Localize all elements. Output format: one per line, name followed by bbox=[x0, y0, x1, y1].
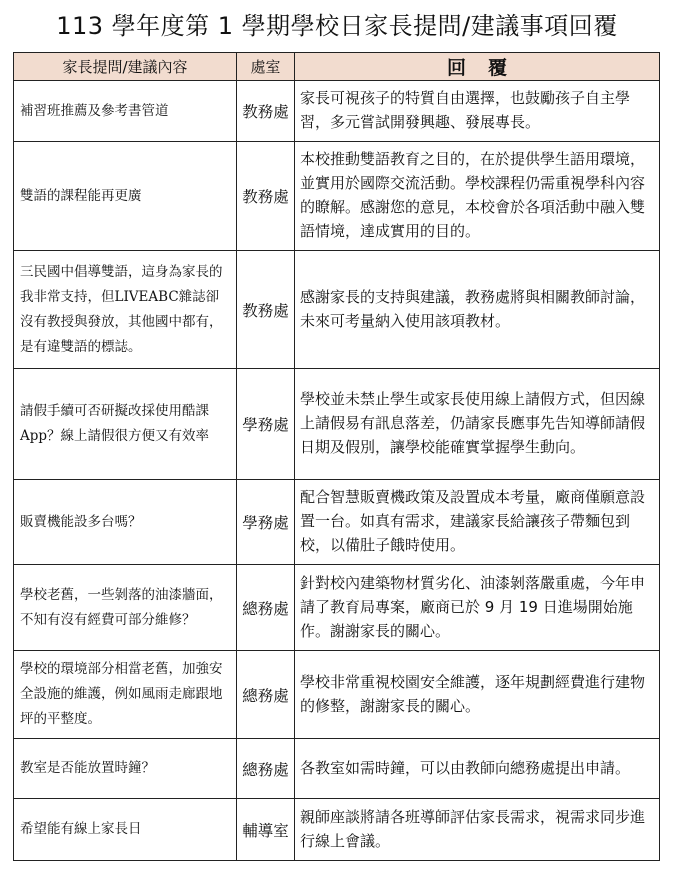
header-dept: 處室 bbox=[237, 53, 295, 81]
dept-cell: 教務處 bbox=[237, 251, 295, 369]
reply-cell: 配合智慧販賣機政策及設置成本考量，廠商僅願意設置一台。如真有需求，建議家長給讓孩子帶麵包到校，以備肚子餓時使用。 bbox=[295, 480, 660, 565]
question-cell: 學校老舊，一些剝落的油漆牆面，不知有沒有經費可部分維修？ bbox=[14, 565, 237, 651]
question-cell: 販賣機能設多台嗎？ bbox=[14, 480, 237, 565]
table-row bbox=[14, 739, 660, 799]
reply-cell: 各教室如需時鐘，可以由教師向總務處提出申請。 bbox=[295, 739, 660, 799]
question-cell: 補習班推薦及參考書管道 bbox=[14, 81, 237, 142]
reply-cell: 針對校內建築物材質劣化、油漆剝落嚴重處，今年申請了教育局專案，廠商已於 9 月 19 日進場開始施作。謝謝家長的關心。 bbox=[295, 565, 660, 651]
reply-cell: 感謝家長的支持與建議，教務處將與相關教師討論，未來可考量納入使用該項教材。 bbox=[295, 251, 660, 369]
dept-cell: 總務處 bbox=[237, 739, 295, 799]
reply-table bbox=[13, 52, 660, 861]
question-cell: 雙語的課程能再更廣 bbox=[14, 142, 237, 251]
question-cell: 希望能有線上家長日 bbox=[14, 799, 237, 861]
header-question: 家長提問/建議內容 bbox=[14, 53, 237, 81]
reply-cell: 親師座談將請各班導師評估家長需求，視需求同步進行線上會議。 bbox=[295, 799, 660, 861]
reply-cell: 本校推動雙語教育之目的，在於提供學生語用環境，並實用於國際交流活動。學校課程仍需重視學科內容的瞭解。感謝您的意見，本校會於各項活動中融入雙語情境，達成實用的目的。 bbox=[295, 142, 660, 251]
table-row bbox=[14, 651, 660, 739]
page-title: 113 學年度第 1 學期學校日家長提問/建議事項回覆 bbox=[56, 12, 618, 40]
table-header-row bbox=[14, 53, 660, 81]
reply-cell: 家長可視孩子的特質自由選擇，也鼓勵孩子自主學習，多元嘗試開發興趣、發展專長。 bbox=[295, 81, 660, 142]
question-cell: 學校的環境部分相當老舊，加強安全設施的維護，例如風雨走廊跟地坪的平整度。 bbox=[14, 651, 237, 739]
reply-cell: 學校非常重視校園安全維護，逐年規劃經費進行建物的修整，謝謝家長的關心。 bbox=[295, 651, 660, 739]
dept-cell: 教務處 bbox=[237, 142, 295, 251]
question-cell: 請假手續可否研擬改採使用酷課App？線上請假很方便又有效率 bbox=[14, 369, 237, 480]
dept-cell: 學務處 bbox=[237, 369, 295, 480]
dept-cell: 學務處 bbox=[237, 480, 295, 565]
dept-cell: 總務處 bbox=[237, 651, 295, 739]
dept-cell: 輔導室 bbox=[237, 799, 295, 861]
header-reply: 回覆 bbox=[295, 53, 660, 81]
reply-cell: 學校並未禁止學生或家長使用線上請假方式，但因線上請假易有訊息落差，仍請家長應事先告知導師請假日期及假別，讓學校能確實掌握學生動向。 bbox=[295, 369, 660, 480]
table-row bbox=[14, 565, 660, 651]
question-cell: 三民國中倡導雙語，這身為家長的我非常支持，但LIVEABC雜誌卻沒有教授與發放，其他國中都有，是有違雙語的標誌。 bbox=[14, 251, 237, 369]
table-row bbox=[14, 142, 660, 251]
table-row bbox=[14, 480, 660, 565]
table-row bbox=[14, 251, 660, 369]
table-row bbox=[14, 81, 660, 142]
table-row bbox=[14, 369, 660, 480]
question-cell: 教室是否能放置時鐘？ bbox=[14, 739, 237, 799]
dept-cell: 總務處 bbox=[237, 565, 295, 651]
table-row bbox=[14, 799, 660, 861]
dept-cell: 教務處 bbox=[237, 81, 295, 142]
